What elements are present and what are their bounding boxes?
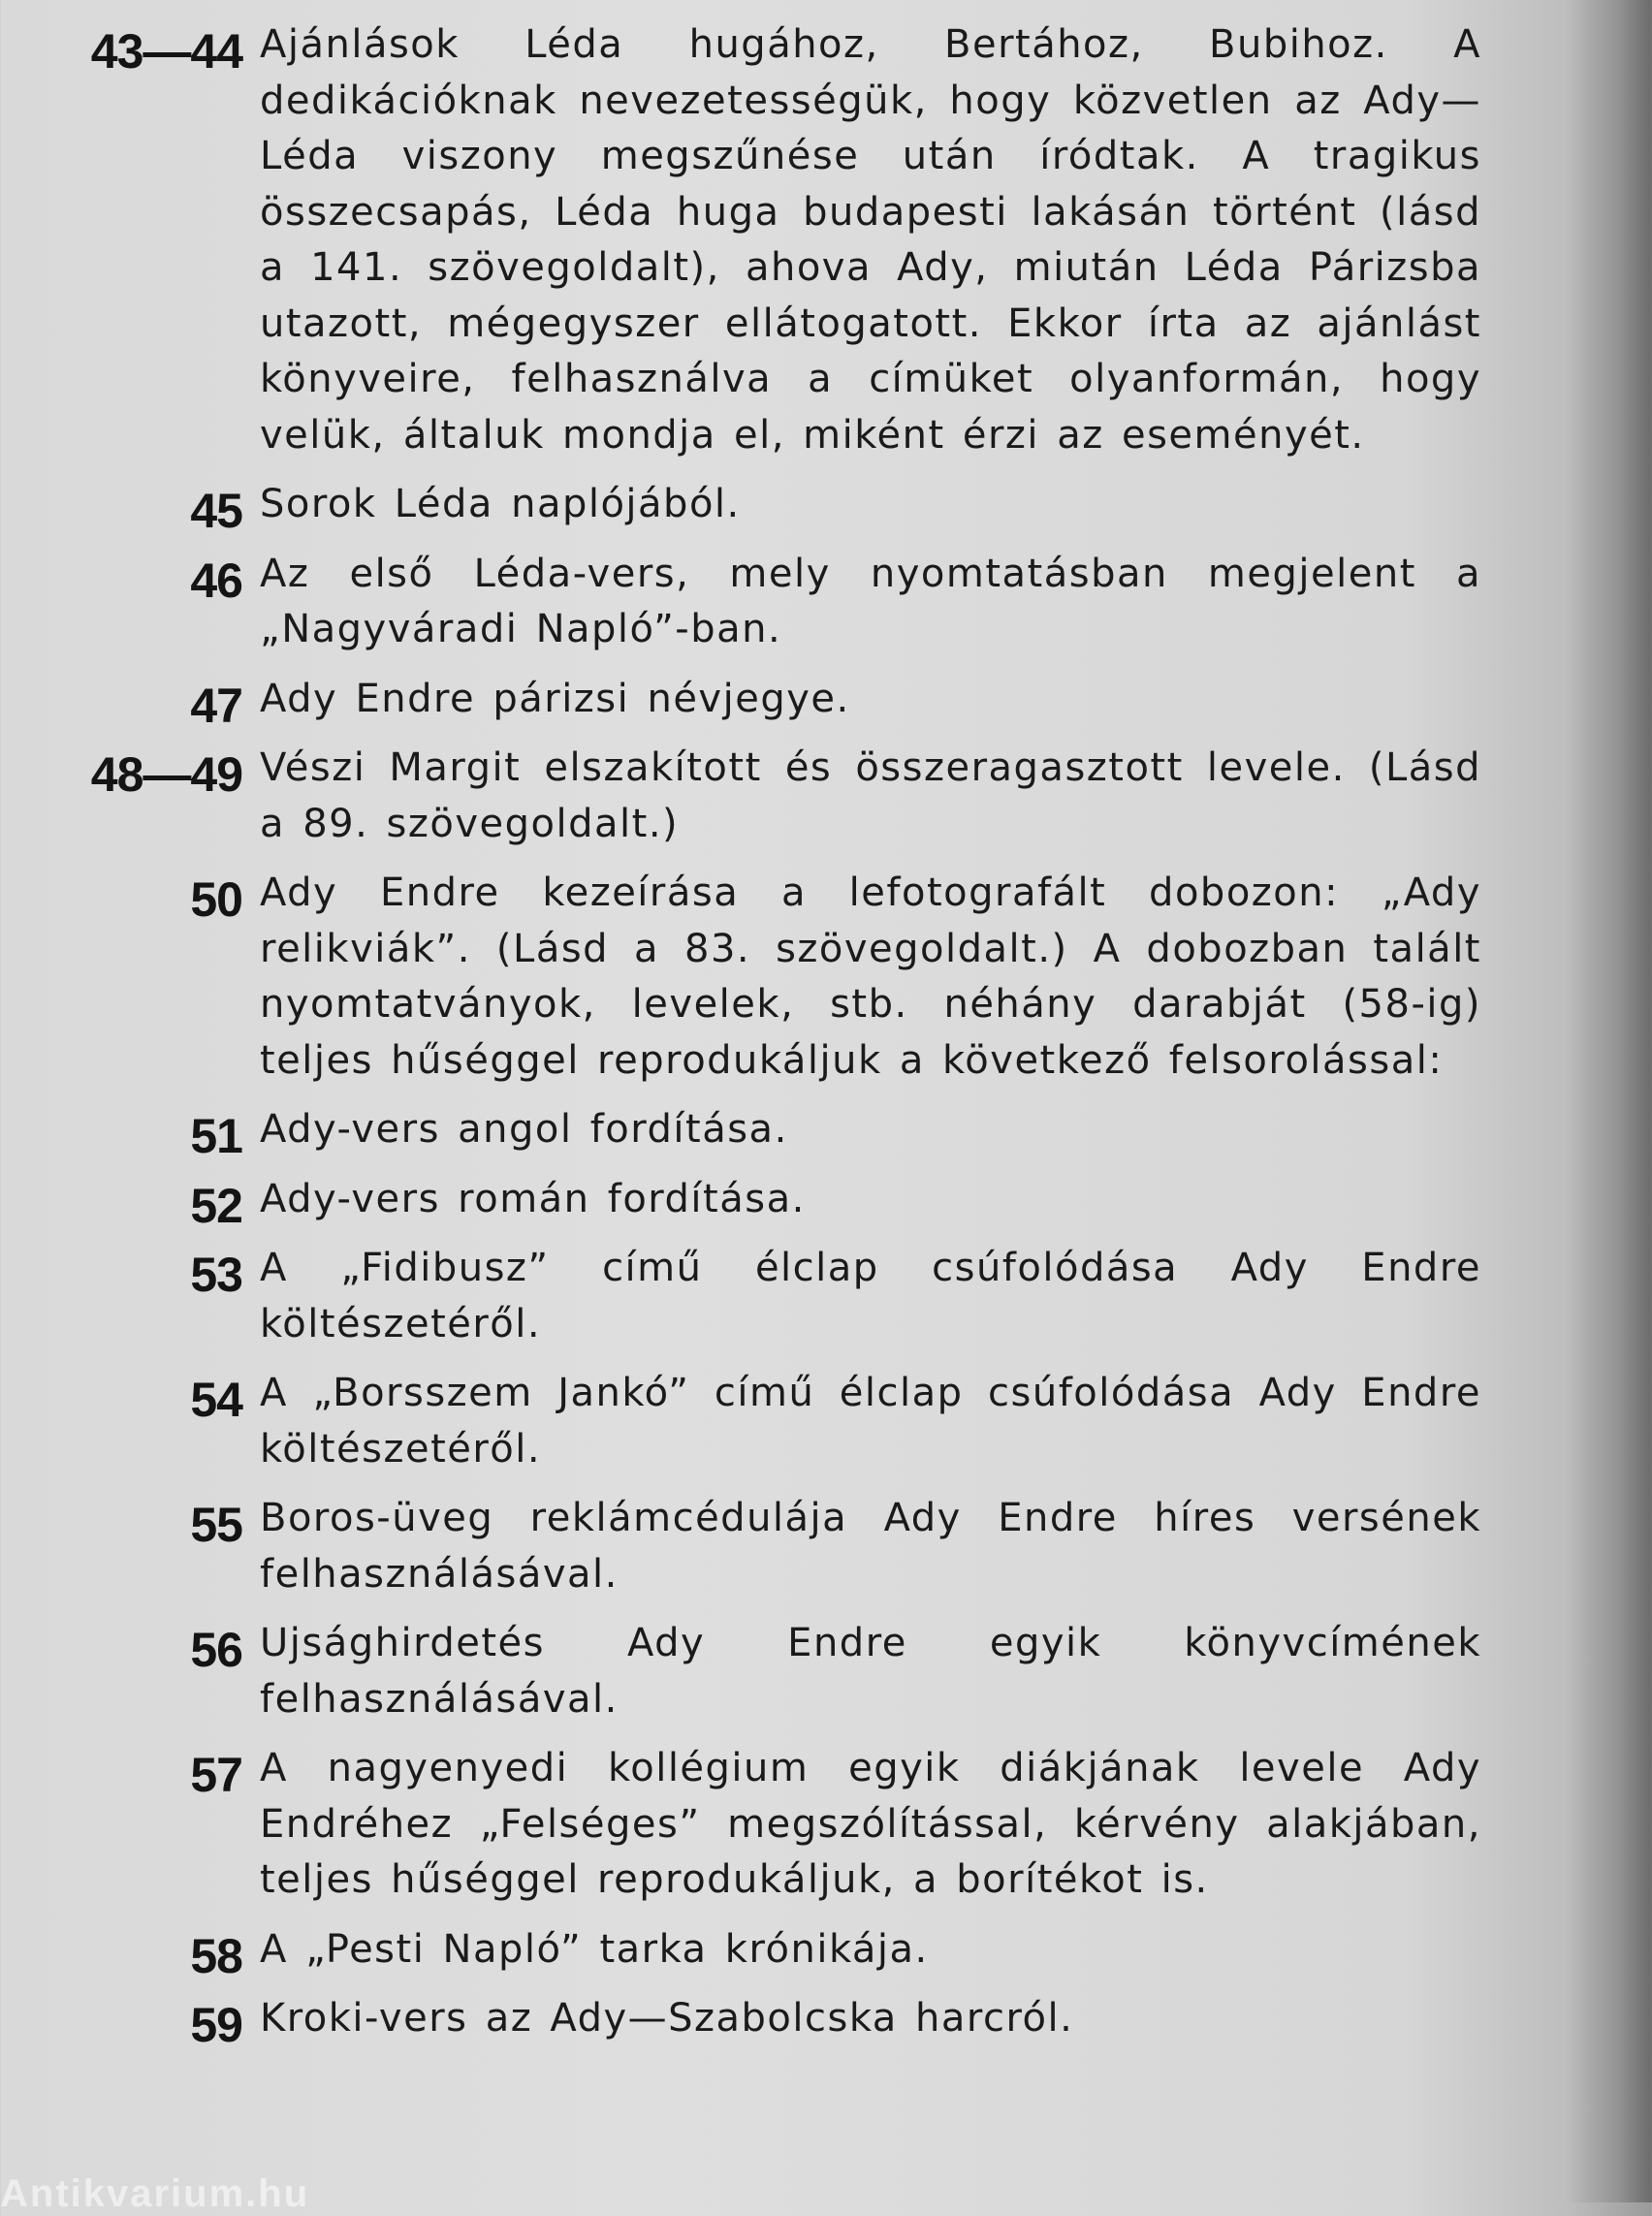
item-number: 57	[190, 1748, 242, 1802]
item-number: 48—49	[90, 747, 242, 802]
item-number: 52	[190, 1178, 242, 1233]
list-item-50	[0, 866, 1512, 1089]
item-number: 55	[190, 1498, 242, 1552]
item-number: 43—44	[90, 24, 242, 79]
list-item-45	[0, 477, 1512, 538]
list-item-53	[0, 1241, 1512, 1352]
item-description: Kroki-vers az Ady—Szabolcska harcról.	[260, 1996, 1074, 2041]
item-description: Sorok Léda naplójából.	[260, 482, 741, 526]
item-description: Ady-vers román fordítása.	[260, 1176, 806, 1221]
list-item-46	[0, 547, 1512, 658]
item-number: 54	[190, 1373, 242, 1427]
item-number: 51	[190, 1109, 242, 1163]
item-number: 56	[190, 1623, 242, 1677]
list-item-55	[0, 1491, 1512, 1602]
list-item-47	[0, 672, 1512, 733]
item-description: Ady Endre párizsi névjegye.	[260, 676, 850, 721]
item-description: Ady Endre kezeírása a lefotografált dobozon: „Ady relikviák”. (Lásd a 83. szövegoldalt.) A dobozban talált nyomtatványok, levelek, stb. néhány darabját (58-ig) teljes hűséggel reprodukáljuk a következő felsorolással:	[260, 871, 1481, 1083]
item-number: 47	[190, 678, 242, 733]
item-description: Boros-üveg reklámcédulája Ady Endre híres versének felhasználásával.	[260, 1496, 1481, 1597]
list-item-57	[0, 1741, 1512, 1909]
item-description: Ajánlások Léda hugához, Bertához, Bubihoz. A dedikációknak nevezetességük, hogy közvetlen az Ady—Léda viszony megszűnése után íródtak. A tragikus összecsapás, Léda huga budapesti lakásán történt (lásd a 141. szövegoldalt), ahova Ady, miután Léda Párizsba utazott, mégegyszer ellátogatott. Ekkor írta az ajánlást könyveire, felhasználva a címüket olyanformán, hogy velük, általuk mondja el, miként érzi az eseményét.	[260, 22, 1481, 458]
item-number: 45	[190, 484, 242, 538]
list-item-43-44	[0, 17, 1512, 463]
item-number: 59	[190, 1998, 242, 2052]
item-description: Az első Léda-vers, mely nyomtatásban megjelent a „Nagyváradi Napló”-ban.	[260, 551, 1481, 651]
list-item-48-49	[0, 741, 1512, 852]
list-item-54	[0, 1366, 1512, 1477]
list-item-59	[0, 1991, 1512, 2052]
list-item-52	[0, 1172, 1512, 1233]
item-description: A nagyenyedi kollégium egyik diákjának levele Ady Endréhez „Felséges” megszólítással, kérvény alakjában, teljes hűséggel reprodukáljuk, a borítékot is.	[260, 1746, 1481, 1902]
item-description: A „Fidibusz” című élclap csúfolódása Ady Endre költészetéről.	[260, 1246, 1481, 1346]
watermark: Antikvarium.hu	[0, 2172, 310, 2215]
document-page	[0, 17, 1512, 2202]
list-item-58	[0, 1922, 1512, 1983]
list-item-56	[0, 1616, 1512, 1727]
item-description: Ujsághirdetés Ady Endre egyik könyvcímének felhasználásával.	[260, 1621, 1481, 1722]
item-number: 46	[190, 553, 242, 608]
item-number: 53	[190, 1248, 242, 1302]
item-description: A „Pesti Napló” tarka krónikája.	[260, 1926, 929, 1972]
item-description: Vészi Margit elszakított és összeragasztott levele. (Lásd a 89. szövegoldalt.)	[260, 745, 1481, 846]
item-number: 58	[190, 1928, 242, 1983]
item-description: Ady-vers angol fordítása.	[260, 1107, 788, 1152]
item-description: A „Borsszem Jankó” című élclap csúfolódása Ady Endre költészetéről.	[260, 1371, 1481, 1472]
item-number: 50	[190, 872, 242, 927]
list-item-51	[0, 1102, 1512, 1163]
page-edge-shadow	[1565, 0, 1652, 2202]
